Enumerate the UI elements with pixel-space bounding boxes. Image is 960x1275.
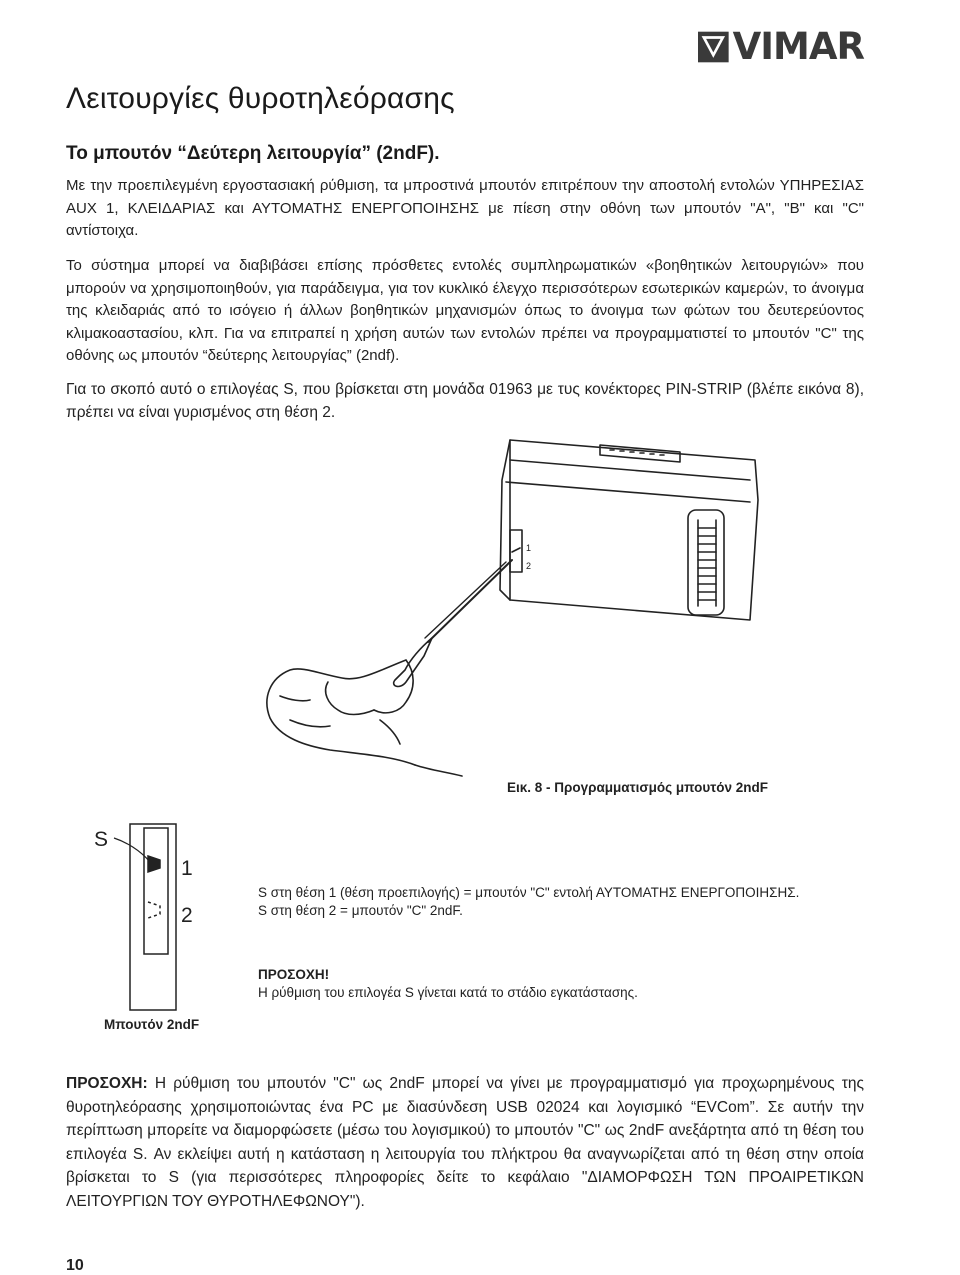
vimar-logo-text: VIMAR (732, 25, 864, 68)
vimar-logo (698, 25, 864, 68)
figure-caption: Εικ. 8 - Προγραμματισμός μπουτόν 2ndF (506, 780, 768, 795)
vimar-logo-mark (698, 30, 729, 64)
switch-description (258, 884, 799, 919)
switch-slot (144, 828, 168, 954)
note-text: Η ρύθμιση του επιλογέα S γίνεται κατά το στάδιο εγκατάστασης. (258, 985, 638, 1000)
screwdriver-shaft (428, 560, 512, 642)
page-title: Λειτουργίες θυροτηλεόρασης (66, 82, 455, 115)
selector-switch-diagram (100, 820, 220, 1012)
switch-label-1: 1 (181, 857, 193, 880)
paragraph-auxiliary-functions: Το σύστημα μπορεί να διαβιβάσει επίσης πρόσθετες εντολές συμπληρωματικών «βοηθητικών λειτουργιών» που μπορούν να χρησιμοποιηθούν, για παράδειγμα, για τον κυκλικό έλεγχο περισσότερων εσωτερικών καμερών, το άνοιγμα της κλειδαριάς από το ισόγειο ή άλλων βοηθητικών μηχανισμών όπως το άνοιγμα των φώτων του δευτερεύοντος κλιμακοαστασίου, κλπ. Για να επιτραπεί η χρήση αυτών των εντολών πρέπει να προγραμματιστεί το μπουτόν "C" της οθόνης ως μπουτόν “δεύτερης λειτουργίας” (2ndf). (66, 257, 864, 364)
warning-paragraph (66, 1072, 864, 1213)
switch-caption: Μπουτόν 2ndF (104, 1017, 200, 1032)
page-number: 10 (66, 1257, 84, 1274)
module-label-position-2: 2 (526, 561, 532, 571)
module-body (510, 440, 758, 620)
warning-text: Η ρύθμιση του μπουτόν "C" ως 2ndF μπορεί να γίνει με προγραμματισμό για προχωρημένους της θυροτηλεόρασης χρησιμοποιώντας ένα PC με διασύνδεση USB 02024 και λογισμικό “EVCom”. Σε αυτήν την περίπτωση μπορείτε να διαμορφώσετε (μέσω του λογισμικού) το μπουτόν "C" ως 2ndF ανεξάρτητα από τη θέση του επιλογέα S. Αν εκλείψει αυτή η κατάσταση η λειτουργία του πλήκτρου θα αναγνωρίζεται από τη θέση στην οποία βρίσκεται το S (για περισσότερες πληροφορίες δείτε το κεφάλαιο "ΔΙΑΜΟΡΦΩΣΗ ΤΩΝ ΠΡΟΑΙΡΕΤΙΚΩΝ ΛΕΙΤΟΥΡΓΙΩΝ ΤΟΥ ΘΥΡΟΤΗΛΕΦΩΝΟΥ"). (66, 1075, 864, 1210)
selector-slot (510, 530, 522, 572)
switch-lever-position-1 (148, 856, 160, 872)
warning-label: ΠΡΟΣΟΧΗ: (66, 1075, 148, 1092)
module-label-position-1: 1 (526, 543, 532, 553)
note-title: ΠΡΟΣΟΧΗ! (258, 967, 330, 982)
switch-label-s: S (94, 828, 109, 851)
switch-description-line-1: S στη θέση 1 (θέση προεπιλογής) = μπουτόν "C" εντολή ΑΥΤΟΜΑΤΗΣ ΕΝΕΡΓΟΠΟΙΗΣΗΣ. (258, 885, 800, 900)
paragraph-default-functions: Με την προεπιλεγμένη εργοστασιακή ρύθμιση, τα μπροστινά μπουτόν επιτρέπουν την αποστολή εντολών ΥΠΗΡΕΣΙΑΣ AUX 1, ΚΛΕΙΔΑΡΙΑΣ και ΑΥΤΟΜΑΤΗΣ ΕΝΕΡΓΟΠΟΙΗΣΗΣ με πίεση στην οθόνη των μπουτόν "A", "B" και "C" αντίστοιχα. (66, 177, 865, 239)
paragraph-selector-position: Για το σκοπό αυτό ο επιλογέας S, που βρίσκεται στη μονάδα 01963 με τυς κονέκτορες PIN-STRIP (βλέπε εικόνα 8), πρέπει να είναι γυρισμένος στη θέση 2. (66, 381, 864, 421)
switch-description-line-2: S στη θέση 2 = μπουτόν "C" 2ndF. (258, 902, 463, 918)
switch-lever-position-2 (148, 902, 160, 918)
section-title: Το μπουτόν “Δεύτερη λειτουργία” (2ndF). (66, 143, 440, 164)
module-programming-illustration (210, 420, 790, 780)
switch-label-2: 2 (181, 904, 193, 927)
switch-body (130, 824, 176, 1010)
